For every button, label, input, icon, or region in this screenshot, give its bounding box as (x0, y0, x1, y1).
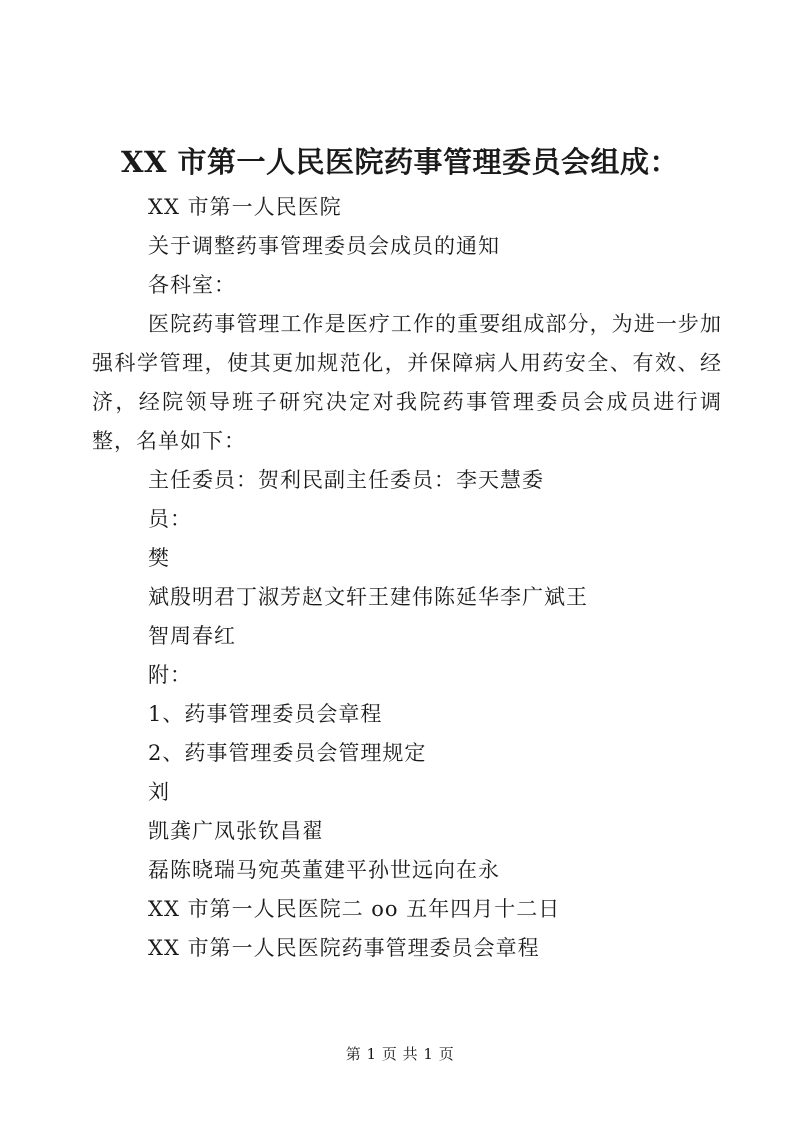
body-line: 关于调整药事管理委员会成员的通知 (148, 234, 500, 258)
body-line: 智周春红 (148, 624, 236, 648)
document-body (92, 188, 722, 968)
body-line: XX 市第一人民医院 (148, 195, 342, 219)
body-line: 员： (148, 507, 192, 531)
document-title: XX 市第一人民医院药事管理委员会组成： (120, 145, 680, 179)
body-line: 各科室： (148, 273, 236, 297)
body-paragraph: 医院药事管理工作是医疗工作的重要组成部分，为进一步加强科学管理，使其更加规范化，并保障病人用药安全、有效、经济，经院领导班子研究决定对我院药事管理委员会成员进行调整，名单如下： (92, 312, 722, 453)
body-line: 斌殷明君丁淑芳赵文轩王建伟陈延华李广斌王 (148, 585, 588, 609)
body-line: XX 市第一人民医院药事管理委员会章程 (148, 936, 540, 960)
body-line: 樊 (148, 546, 170, 570)
body-line: 1、药事管理委员会章程 (148, 702, 383, 726)
body-line: 2、药事管理委员会管理规定 (148, 741, 427, 765)
body-line: 主任委员：贺利民副主任委员：李天慧委 (148, 468, 544, 492)
body-line: 磊陈晓瑞马宛英董建平孙世远向在永 (148, 858, 500, 882)
page-footer: 第 1 页 共 1 页 (345, 1045, 455, 1063)
body-line: XX 市第一人民医院二 oo 五年四月十二日 (148, 897, 561, 921)
body-line: 凯龚广凤张钦昌翟 (148, 819, 324, 843)
body-line: 刘 (148, 780, 170, 804)
body-line: 附： (148, 663, 192, 687)
